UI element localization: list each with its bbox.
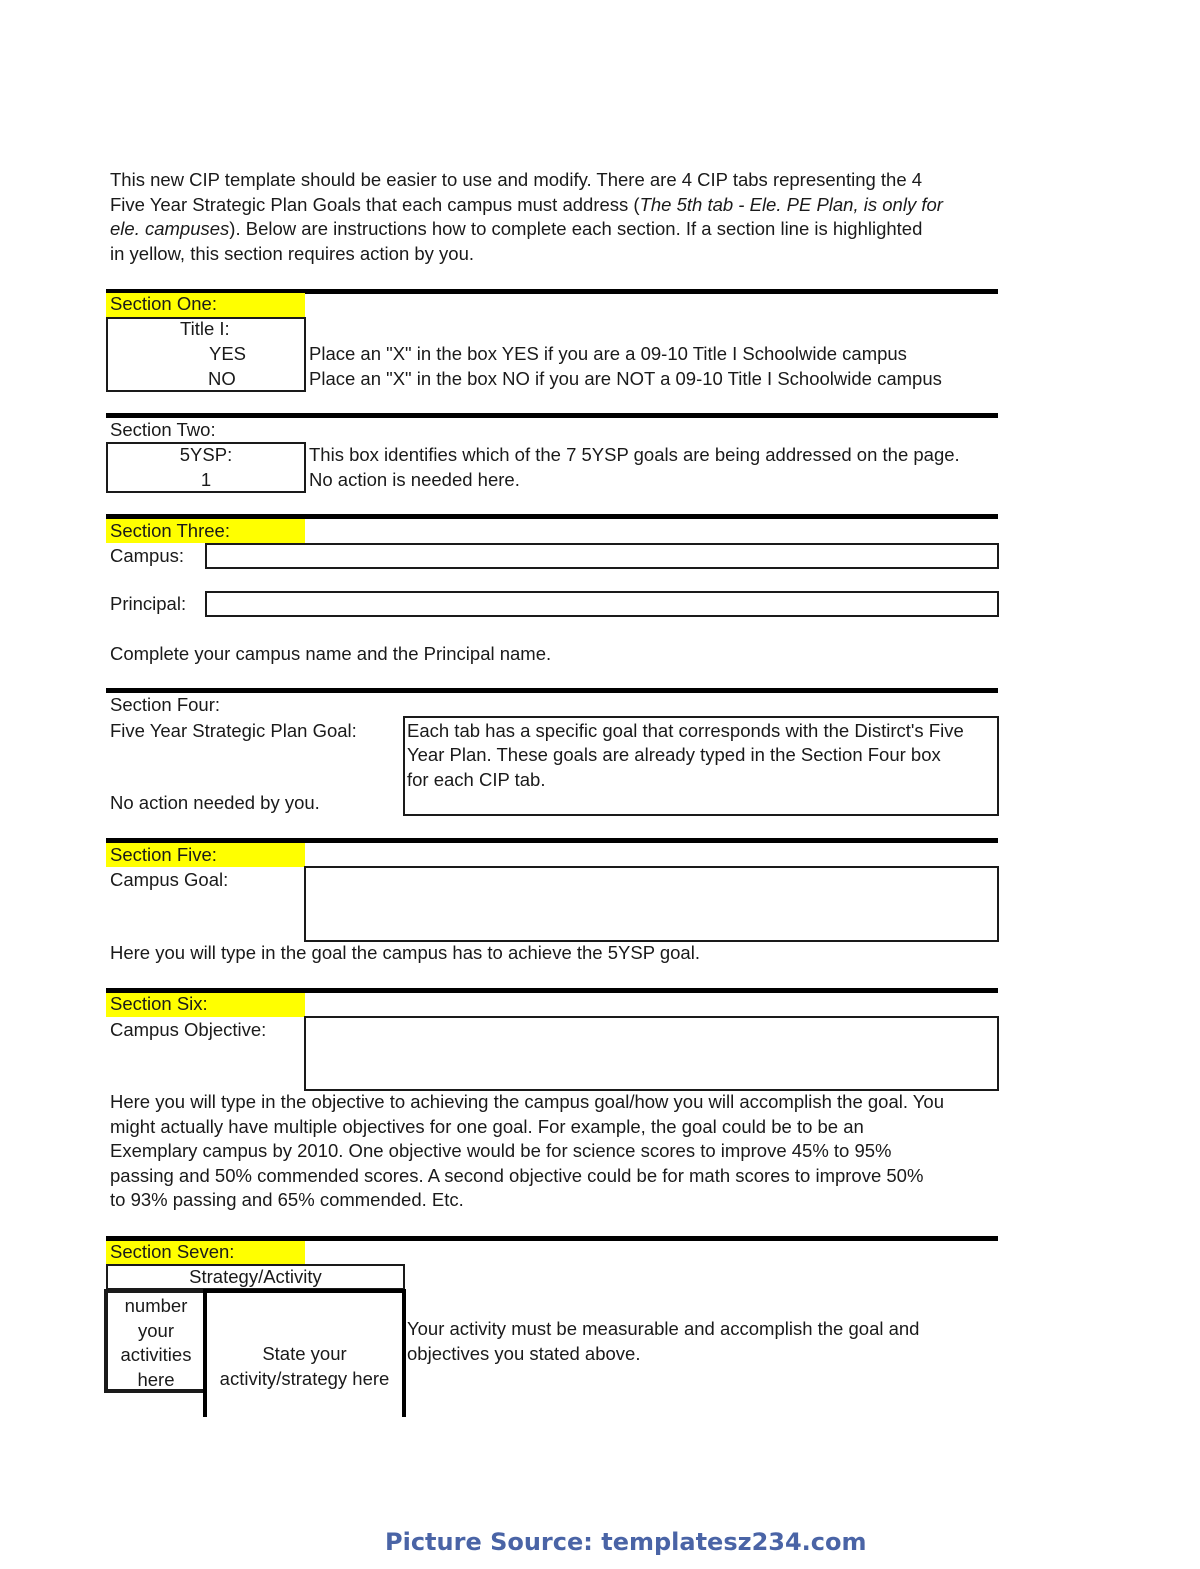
section-six-note-line-2: might actually have multiple objectives for one goal. For example, the goal could be to be an bbox=[110, 1115, 864, 1137]
section-two-title: Section Two: bbox=[110, 419, 216, 440]
strategy-header: Strategy/Activity bbox=[189, 1266, 322, 1287]
section-one-title: Section One: bbox=[110, 293, 217, 314]
section-four-note: No action needed by you. bbox=[110, 792, 320, 813]
picture-source-watermark: Picture Source: templatesz234.com bbox=[385, 1528, 867, 1556]
section-three-note: Complete your campus name and the Principal name. bbox=[110, 643, 552, 664]
campus-goal-input[interactable] bbox=[304, 866, 999, 942]
yes-label: YES bbox=[209, 343, 247, 364]
section-five-note: Here you will type in the goal the campus has to achieve the 5YSP goal. bbox=[110, 942, 700, 963]
principal-input[interactable] bbox=[205, 591, 999, 617]
section-one-desc-no: Place an "X" in the box NO if you are NOT a 09-10 Title I Schoolwide campus bbox=[309, 368, 942, 389]
number-activities-label: number your activities here bbox=[120, 1295, 192, 1390]
section-four-title: Section Four: bbox=[110, 694, 221, 715]
section-four-divider bbox=[106, 688, 998, 693]
section-two-desc-1: This box identifies which of the 7 5YSP goals are being addressed on the page. bbox=[309, 444, 960, 465]
section-seven-desc-1: Your activity must be measurable and accomplish the goal and bbox=[407, 1318, 920, 1339]
section-six-title: Section Six: bbox=[110, 993, 208, 1014]
section-six-note-line-4: passing and 50% commended scores. A second objective could be for math scores to improve 50% bbox=[110, 1164, 924, 1186]
section-six-note bbox=[110, 1090, 944, 1213]
campus-objective-label: Campus Objective: bbox=[110, 1019, 267, 1040]
no-label: NO bbox=[208, 368, 236, 389]
intro-line-1: This new CIP template should be easier to use and modify. There are 4 CIP tabs representing the 4 bbox=[110, 169, 923, 190]
section-seven-desc-2: objectives you stated above. bbox=[407, 1343, 641, 1364]
section-four-box-line-3: for each CIP tab. bbox=[407, 769, 546, 790]
five-ysp-value: 1 bbox=[200, 469, 212, 490]
campus-objective-input[interactable] bbox=[304, 1016, 999, 1091]
section-four-box-line-1: Each tab has a specific goal that corresponds with the Distirct's Five bbox=[407, 720, 964, 741]
campus-input[interactable] bbox=[205, 543, 999, 569]
section-seven-title: Section Seven: bbox=[110, 1241, 235, 1262]
five-ysp-label: 5YSP: bbox=[179, 444, 233, 465]
state-activity-label: State your activity/strategy here bbox=[219, 1343, 390, 1389]
intro-italic-1: The 5th tab - Ele. PE Plan, is only for bbox=[639, 193, 943, 215]
title-one-label: Title I: bbox=[180, 318, 230, 339]
section-five-title: Section Five: bbox=[110, 844, 217, 865]
campus-label: Campus: bbox=[110, 545, 185, 566]
strategy-column-top-border bbox=[203, 1289, 406, 1293]
section-six-note-line-1: Here you will type in the objective to achieving the campus goal/how you will accomplish the goal. You bbox=[110, 1091, 945, 1112]
campus-goal-label: Campus Goal: bbox=[110, 869, 229, 890]
principal-label: Principal: bbox=[110, 593, 187, 614]
intro-paragraph bbox=[110, 168, 1010, 266]
section-one-desc-yes: Place an "X" in the box YES if you are a 09-10 Title I Schoolwide campus bbox=[309, 343, 907, 364]
intro-italic-2: ele. campuses bbox=[110, 218, 230, 239]
strategy-column-right-border bbox=[402, 1289, 406, 1417]
section-two-desc-2: No action is needed here. bbox=[309, 469, 520, 490]
section-three-title: Section Three: bbox=[110, 520, 230, 541]
intro-line-4: in yellow, this section requires action by you. bbox=[110, 242, 475, 264]
section-six-note-line-5: to 93% passing and 65% commended. Etc. bbox=[110, 1189, 464, 1210]
section-two-divider bbox=[106, 413, 998, 418]
intro-line-2: Five Year Strategic Plan Goals that each campus must address (The 5th tab - Ele. PE Plan, is only for bbox=[110, 193, 943, 215]
section-four-box-line-2: Year Plan. These goals are already typed in the Section Four box bbox=[407, 744, 941, 765]
intro-line-3: ele. campuses). Below are instructions how to complete each section. If a section line is highlighted bbox=[110, 218, 923, 239]
five-year-goal-label: Five Year Strategic Plan Goal: bbox=[110, 720, 357, 741]
section-six-note-line-3: Exemplary campus by 2010. One objective would be for science scores to improve 45% to 95% bbox=[110, 1140, 892, 1161]
